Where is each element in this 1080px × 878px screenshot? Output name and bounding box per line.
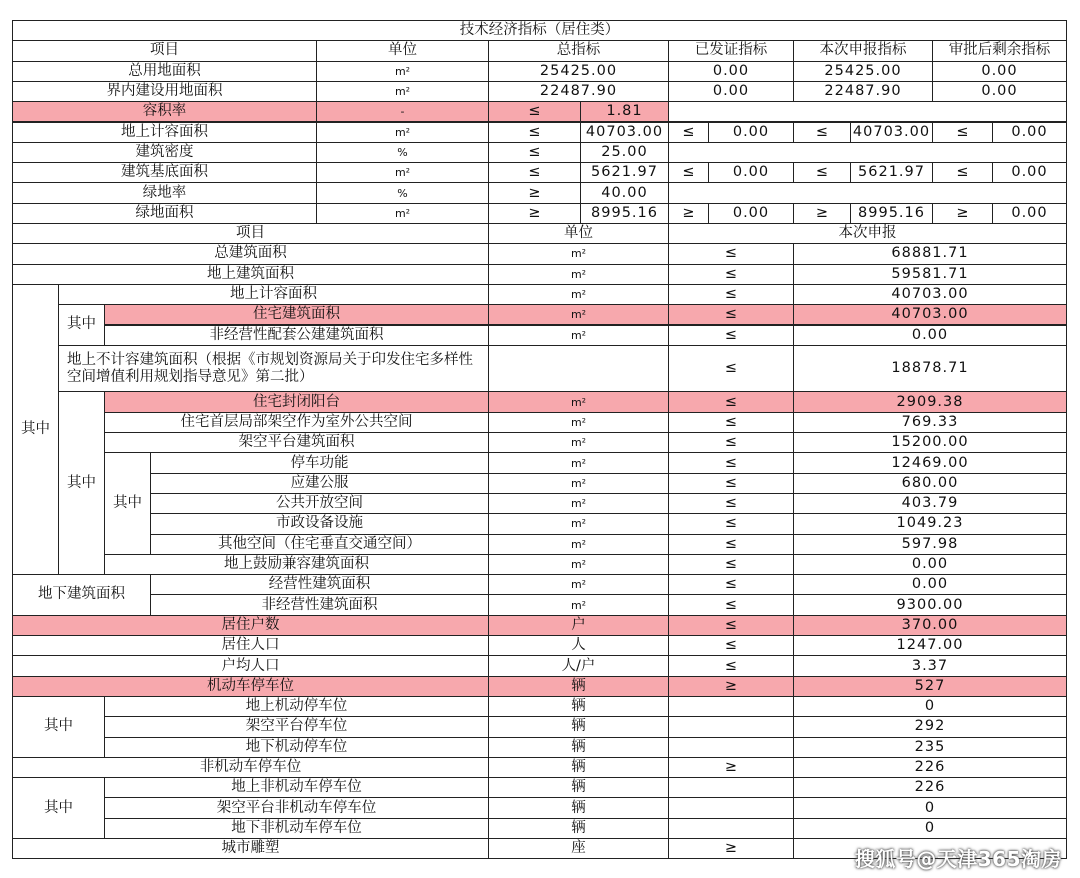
total-value: 8995.16 — [580, 203, 669, 224]
report-value: 9300.00 — [793, 594, 1067, 615]
item-label: 总用地面积 — [12, 61, 317, 82]
operator-cell: ≤ — [668, 635, 794, 656]
report-value: 2909.38 — [793, 391, 1067, 412]
report-value: 40703.00 — [793, 284, 1067, 305]
item-label: 住宅封闭阳台 — [104, 391, 489, 412]
unit-cell: m² — [488, 574, 669, 595]
unit-cell: m² — [488, 325, 669, 346]
empty-cell — [668, 142, 1067, 163]
item-label: 城市雕塑 — [12, 838, 489, 859]
unit-cell: 辆 — [488, 777, 669, 798]
operator-cell — [668, 737, 794, 758]
operator-cell: ≤ — [668, 412, 794, 433]
issued-value: 0.00 — [708, 203, 794, 224]
item-label: 公共开放空间 — [150, 493, 489, 514]
report-value: 226 — [793, 777, 1067, 798]
operator-cell: ≥ — [668, 838, 794, 859]
item-label: 架空平台建筑面积 — [104, 432, 489, 453]
current-value: 25425.00 — [793, 61, 933, 82]
operator-cell: ≤ — [668, 264, 794, 285]
unit-cell: - — [316, 101, 489, 122]
operator-cell: ≤ — [668, 615, 794, 636]
group-label-qizhong: 其中 — [12, 696, 105, 758]
total-value: 40.00 — [580, 182, 669, 203]
operator-cell: ≤ — [668, 655, 794, 676]
item-label: 住宅首层局部架空作为室外公共空间 — [104, 412, 489, 433]
remaining-value: 0.00 — [992, 162, 1067, 183]
current-value: 22487.90 — [793, 81, 933, 102]
item-label: 架空平台停车位 — [104, 716, 489, 737]
unit-cell: % — [316, 182, 489, 203]
operator-cell: ≤ — [668, 554, 794, 575]
issued-value: 0.00 — [668, 81, 794, 102]
unit-cell: % — [316, 142, 489, 163]
operator-cell: ≤ — [668, 162, 709, 183]
item-label: 其他空间（住宅垂直交通空间） — [150, 534, 489, 555]
item-label: 经营性建筑面积 — [150, 574, 489, 595]
unit-cell: m² — [488, 243, 669, 264]
operator-cell: ≤ — [668, 513, 794, 534]
unit-cell: m² — [488, 554, 669, 575]
operator-cell: ≥ — [793, 203, 851, 224]
operator-cell: ≤ — [793, 162, 851, 183]
table-title: 技术经济指标（居住类） — [12, 20, 1067, 41]
operator-cell: ≤ — [488, 101, 581, 122]
header-cell: 项目 — [12, 40, 317, 61]
group-label-qizhong: 其中 — [58, 391, 105, 575]
operator-cell — [668, 777, 794, 798]
unit-cell: m² — [488, 534, 669, 555]
unit-cell: 辆 — [488, 737, 669, 758]
current-value: 5621.97 — [850, 162, 933, 183]
group-label-qizhong: 其中 — [12, 284, 59, 575]
unit-cell: m² — [316, 81, 489, 102]
report-value: 226 — [793, 757, 1067, 778]
header-cell: 总指标 — [488, 40, 669, 61]
report-value: 40703.00 — [793, 304, 1067, 325]
item-label: 居住人口 — [12, 635, 489, 656]
item-label: 地上机动停车位 — [104, 696, 489, 717]
operator-cell: ≤ — [668, 304, 794, 325]
operator-cell — [668, 696, 794, 717]
item-label: 地下机动停车位 — [104, 737, 489, 758]
report-value: 68881.71 — [793, 243, 1067, 264]
item-label: 非机动车停车位 — [12, 757, 489, 778]
group-label-qizhong: 其中 — [104, 452, 151, 555]
report-value: 3.37 — [793, 655, 1067, 676]
issued-value: 0.00 — [708, 122, 794, 143]
watermark: 搜狐号@天津365淘房 — [854, 847, 1062, 871]
item-label: 应建公服 — [150, 473, 489, 494]
header-cell: 单位 — [488, 223, 669, 244]
current-value: 40703.00 — [850, 122, 933, 143]
header-cell: 本次申报指标 — [793, 40, 933, 61]
unit-cell: m² — [316, 122, 489, 143]
operator-cell — [668, 797, 794, 818]
unit-cell: 辆 — [488, 818, 669, 839]
remaining-value: 0.00 — [992, 122, 1067, 143]
item-label: 界内建设用地面积 — [12, 81, 317, 102]
item-label: 非经营性配套公建建筑面积 — [104, 325, 489, 346]
item-label: 地上计容面积 — [12, 122, 317, 143]
issued-value: 0.00 — [668, 61, 794, 82]
unit-cell: m² — [488, 493, 669, 514]
item-label: 市政设备设施 — [150, 513, 489, 534]
item-label: 停车功能 — [150, 452, 489, 473]
operator-cell: ≤ — [668, 452, 794, 473]
header-cell: 审批后剩余指标 — [932, 40, 1067, 61]
remaining-value: 0.00 — [932, 81, 1067, 102]
operator-cell: ≤ — [668, 432, 794, 453]
report-value: 0 — [793, 818, 1067, 839]
operator-cell — [668, 818, 794, 839]
empty-cell — [668, 182, 1067, 203]
operator-cell: ≤ — [668, 243, 794, 264]
unit-cell: 座 — [488, 838, 669, 859]
report-value: 292 — [793, 716, 1067, 737]
total-value: 40703.00 — [580, 122, 669, 143]
item-label: 户均人口 — [12, 655, 489, 676]
report-value: 18878.71 — [793, 345, 1067, 393]
total-value: 22487.90 — [488, 81, 669, 102]
unit-cell: m² — [488, 513, 669, 534]
report-value: 59581.71 — [793, 264, 1067, 285]
unit-cell: m² — [488, 432, 669, 453]
header-cell: 本次申报 — [668, 223, 1067, 244]
unit-cell: 辆 — [488, 797, 669, 818]
header-cell: 已发证指标 — [668, 40, 794, 61]
operator-cell: ≤ — [668, 391, 794, 412]
report-value: 527 — [793, 676, 1067, 697]
unit-cell: m² — [488, 304, 669, 325]
operator-cell: ≤ — [488, 162, 581, 183]
remaining-value: 0.00 — [932, 61, 1067, 82]
operator-cell: ≤ — [488, 122, 581, 143]
unit-cell: m² — [488, 284, 669, 305]
item-label: 绿地率 — [12, 182, 317, 203]
report-value: 0 — [793, 797, 1067, 818]
operator-cell: ≤ — [932, 162, 993, 183]
operator-cell: ≤ — [668, 534, 794, 555]
item-label: 机动车停车位 — [12, 676, 489, 697]
operator-cell: ≥ — [488, 182, 581, 203]
item-label: 地上建筑面积 — [12, 264, 489, 285]
unit-cell: 辆 — [488, 757, 669, 778]
operator-cell: ≤ — [668, 345, 794, 393]
header-cell: 项目 — [12, 223, 489, 244]
report-value: 1049.23 — [793, 513, 1067, 534]
report-value: 0.00 — [793, 325, 1067, 346]
current-value: 8995.16 — [850, 203, 933, 224]
operator-cell — [668, 716, 794, 737]
item-label: 居住户数 — [12, 615, 489, 636]
item-label: 地上非机动车停车位 — [104, 777, 489, 798]
item-label: 地下非机动车停车位 — [104, 818, 489, 839]
report-value: 1247.00 — [793, 635, 1067, 656]
group-label-qizhong: 其中 — [12, 777, 105, 839]
operator-cell: ≥ — [668, 203, 709, 224]
report-value: 12469.00 — [793, 452, 1067, 473]
unit-cell: m² — [488, 594, 669, 615]
unit-cell: m² — [316, 162, 489, 183]
group-label-qizhong: 其中 — [58, 304, 105, 346]
operator-cell: ≤ — [668, 574, 794, 595]
operator-cell: ≤ — [668, 493, 794, 514]
item-label: 地上不计容建筑面积（根据《市规划资源局关于印发住宅多样性空间增值利用规划指导意见》第二批） — [58, 345, 489, 393]
unit-cell: 辆 — [488, 716, 669, 737]
operator-cell: ≤ — [793, 122, 851, 143]
item-label: 地上鼓励兼容建筑面积 — [104, 554, 489, 575]
report-value: 680.00 — [793, 473, 1067, 494]
unit-cell: m² — [316, 203, 489, 224]
item-label: 住宅建筑面积 — [104, 304, 489, 325]
report-value: 769.33 — [793, 412, 1067, 433]
report-value: 0 — [793, 696, 1067, 717]
unit-cell: m² — [488, 264, 669, 285]
header-cell: 单位 — [316, 40, 489, 61]
report-value: 597.98 — [793, 534, 1067, 555]
total-value: 25.00 — [580, 142, 669, 163]
unit-cell: 户 — [488, 615, 669, 636]
unit-cell: 人 — [488, 635, 669, 656]
unit-cell: m² — [488, 452, 669, 473]
report-value: 403.79 — [793, 493, 1067, 514]
report-value: 370.00 — [793, 615, 1067, 636]
operator-cell: ≤ — [668, 325, 794, 346]
item-label: 建筑密度 — [12, 142, 317, 163]
item-label: 非经营性建筑面积 — [150, 594, 489, 615]
item-label: 容积率 — [12, 101, 317, 122]
operator-cell: ≤ — [668, 473, 794, 494]
group-label-underground: 地下建筑面积 — [12, 574, 151, 616]
item-label: 架空平台非机动车停车位 — [104, 797, 489, 818]
unit-cell: m² — [488, 412, 669, 433]
unit-cell: 辆 — [488, 696, 669, 717]
item-label: 地上计容面积 — [58, 284, 489, 305]
unit-cell: m² — [488, 473, 669, 494]
issued-value: 0.00 — [708, 162, 794, 183]
unit-cell: 辆 — [488, 676, 669, 697]
total-value: 25425.00 — [488, 61, 669, 82]
operator-cell: ≥ — [488, 203, 581, 224]
item-label: 建筑基底面积 — [12, 162, 317, 183]
report-value: 0.00 — [793, 574, 1067, 595]
empty-cell — [668, 101, 1067, 122]
item-label: 总建筑面积 — [12, 243, 489, 264]
operator-cell: ≤ — [668, 284, 794, 305]
unit-cell: m² — [316, 61, 489, 82]
operator-cell: ≤ — [932, 122, 993, 143]
operator-cell: ≤ — [668, 122, 709, 143]
total-value: 1.81 — [580, 101, 669, 122]
total-value: 5621.97 — [580, 162, 669, 183]
operator-cell: ≥ — [932, 203, 993, 224]
operator-cell: ≥ — [668, 757, 794, 778]
report-value: 235 — [793, 737, 1067, 758]
operator-cell: ≤ — [668, 594, 794, 615]
unit-cell: m² — [488, 391, 669, 412]
operator-cell: ≥ — [668, 676, 794, 697]
operator-cell: ≤ — [488, 142, 581, 163]
report-value: 0.00 — [793, 554, 1067, 575]
item-label: 绿地面积 — [12, 203, 317, 224]
remaining-value: 0.00 — [992, 203, 1067, 224]
report-value: 15200.00 — [793, 432, 1067, 453]
unit-cell: 人/户 — [488, 655, 669, 676]
unit-cell — [488, 345, 669, 393]
